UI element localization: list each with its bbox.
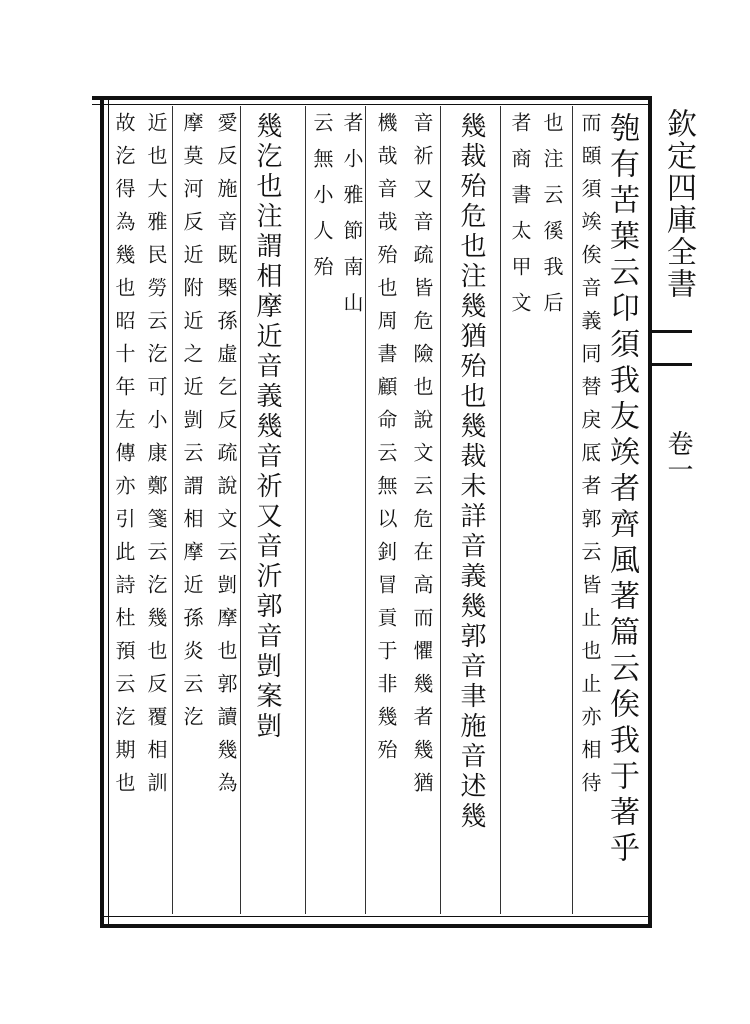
column-rule [172, 106, 173, 914]
frame-bottom-border [100, 924, 652, 928]
text-column-12: 愛反施音既槩孫虛乞反疏說文云剴摩也郭讀幾為 [214, 112, 238, 805]
text-column-6: 音祈又音疏皆危險也說文云危在高而懼幾者幾猶 [410, 112, 434, 805]
column-rule [572, 106, 573, 914]
text-column-2: 而頣須竢俟音義同替戾厎者郭云皆止也止亦相待 [578, 112, 602, 805]
text-column-8: 者小雅節南山 [340, 112, 364, 328]
column-rule [240, 106, 241, 914]
margin-volume-label: 卷一 [663, 430, 693, 482]
text-column-15: 故汔得為幾也昭十年左傳亦引此詩杜預云汔期也 [112, 112, 136, 805]
text-column-9: 云無小人殆 [310, 112, 334, 292]
text-column-5: 幾裁殆危也注幾猶殆也幾裁未詳音義幾郭音聿施音述幾 [456, 112, 486, 832]
column-rule [305, 106, 306, 914]
frame-top-inner-line [92, 104, 652, 105]
frame-bottom-inner-line [100, 916, 652, 917]
frame-left-border [100, 96, 104, 928]
text-column-14: 近也大雅民勞云汔可小康鄭箋云汔幾也反覆相訓 [144, 112, 168, 805]
frame-left-inner-line [108, 100, 109, 924]
text-column-4: 者商書太甲文 [508, 112, 532, 328]
text-column-1: 匏有苦葉云卬須我友竢者齊風著篇云俟我于著乎 [604, 112, 639, 868]
text-column-3: 也注云徯我后 [540, 112, 564, 328]
text-column-13: 摩莫河反近附近之近剴云謂相摩近孫炎云汔 [180, 112, 204, 739]
text-column-7: 機哉音哉殆也周書顧命云無以釗冒貢于非幾殆 [374, 112, 398, 772]
column-rule [440, 106, 441, 914]
text-column-10: 幾汔也注謂相摩近音義幾音祈又音沂郭音剴案剴 [252, 112, 282, 742]
column-rule [365, 106, 366, 914]
column-rule [500, 106, 501, 914]
frame-top-border [92, 96, 652, 100]
margin-book-title: 欽定四庫全書 [661, 108, 696, 300]
fish-tail-mark [652, 330, 692, 366]
